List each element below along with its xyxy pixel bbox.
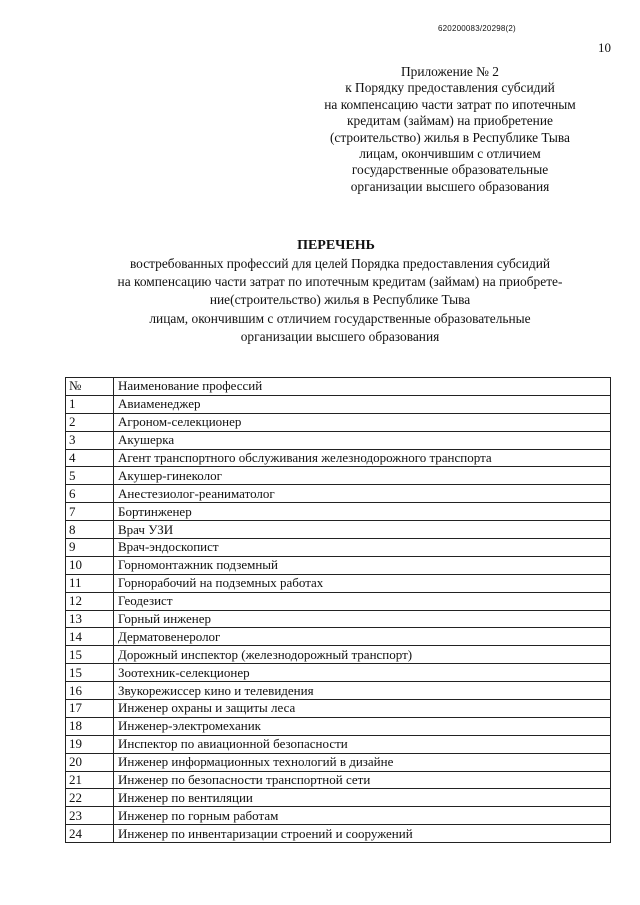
row-number: 2 — [66, 413, 114, 431]
table-row — [66, 449, 611, 467]
row-number: 18 — [66, 717, 114, 735]
header-number: № — [66, 378, 114, 396]
row-number: 22 — [66, 789, 114, 807]
row-number: 1 — [66, 395, 114, 413]
profession-name: Врач-эндоскопист — [114, 539, 611, 557]
table-row — [66, 431, 611, 449]
appendix-line: государственные образовательные — [351, 162, 549, 178]
table-row — [66, 753, 611, 771]
row-number: 12 — [66, 592, 114, 610]
professions-table — [65, 377, 611, 843]
appendix-line: (строительство) жилья в Республике Тыва — [329, 129, 571, 145]
row-number: 17 — [66, 700, 114, 718]
row-number: 23 — [66, 807, 114, 825]
appendix-line: организации высшего образования — [350, 178, 550, 194]
row-number: 5 — [66, 467, 114, 485]
row-number: 9 — [66, 539, 114, 557]
table-row — [66, 485, 611, 503]
list-subtitle — [40, 255, 640, 346]
table-row — [66, 807, 611, 825]
profession-name: Акушер-гинеколог — [114, 467, 611, 485]
row-number: 24 — [66, 825, 114, 843]
row-number: 16 — [66, 682, 114, 700]
profession-name: Дорожный инспектор (железнодорожный транспорт) — [114, 646, 611, 664]
table-row — [66, 771, 611, 789]
row-number: 15 — [66, 646, 114, 664]
table-row — [66, 556, 611, 574]
row-number: 19 — [66, 735, 114, 753]
profession-name: Инженер по инвентаризации строений и сооружений — [114, 825, 611, 843]
row-number: 4 — [66, 449, 114, 467]
header-profession: Наименование профессий — [114, 378, 611, 396]
table-row — [66, 628, 611, 646]
table-row — [66, 700, 611, 718]
table-row — [66, 503, 611, 521]
table-row — [66, 789, 611, 807]
profession-name: Авиаменеджер — [114, 395, 611, 413]
profession-name: Горный инженер — [114, 610, 611, 628]
appendix-line: Приложение № 2 — [400, 64, 500, 79]
row-number: 6 — [66, 485, 114, 503]
table-row — [66, 395, 611, 413]
table-row — [66, 539, 611, 557]
page-number: 10 — [598, 40, 611, 55]
table-row — [66, 413, 611, 431]
table-row — [66, 825, 611, 843]
profession-name: Геодезист — [114, 592, 611, 610]
profession-name: Инженер по вентиляции — [114, 789, 611, 807]
appendix-header — [290, 64, 610, 195]
table-body — [66, 395, 611, 842]
table-header-row — [66, 378, 611, 396]
table-row — [66, 521, 611, 539]
subtitle-line: ние(строительство) жилья в Республике Тыва — [209, 292, 471, 308]
row-number: 3 — [66, 431, 114, 449]
profession-name: Горномонтажник подземный — [114, 556, 611, 574]
table-row — [66, 574, 611, 592]
appendix-line: к Порядку предоставления субсидий — [345, 80, 555, 96]
row-number: 7 — [66, 503, 114, 521]
profession-name: Бортинженер — [114, 503, 611, 521]
table-row — [66, 682, 611, 700]
profession-name: Инженер-электромеханик — [114, 717, 611, 735]
appendix-line: кредитам (займам) на приобретение — [347, 113, 553, 129]
appendix-line: на компенсацию части затрат по ипотечным — [324, 96, 576, 112]
profession-name: Горнорабочий на подземных работах — [114, 574, 611, 592]
profession-name: Акушерка — [114, 431, 611, 449]
profession-name: Агент транспортного обслуживания железнодорожного транспорта — [114, 449, 611, 467]
profession-name: Анестезиолог-реаниматолог — [114, 485, 611, 503]
profession-name: Зоотехник-селекционер — [114, 664, 611, 682]
document-id: 620200083/20298(2) — [438, 24, 516, 33]
profession-name: Инженер информационных технологий в дизайне — [114, 753, 611, 771]
list-title: ПЕРЕЧЕНЬ — [297, 238, 375, 253]
table-row — [66, 467, 611, 485]
profession-name: Врач УЗИ — [114, 521, 611, 539]
subtitle-line: лицам, окончившим с отличием государственные образовательные — [149, 310, 531, 326]
profession-name: Дерматовенеролог — [114, 628, 611, 646]
row-number: 8 — [66, 521, 114, 539]
table-row — [66, 717, 611, 735]
row-number: 11 — [66, 574, 114, 592]
profession-name: Инженер по горным работам — [114, 807, 611, 825]
table-row — [66, 592, 611, 610]
profession-name: Инспектор по авиационной безопасности — [114, 735, 611, 753]
profession-name: Инженер охраны и защиты леса — [114, 700, 611, 718]
row-number: 14 — [66, 628, 114, 646]
profession-name: Агроном-селекционер — [114, 413, 611, 431]
table-row — [66, 664, 611, 682]
row-number: 15 — [66, 664, 114, 682]
appendix-line: лицам, окончившим с отличием — [359, 146, 541, 162]
table-row — [66, 610, 611, 628]
row-number: 10 — [66, 556, 114, 574]
table-row — [66, 735, 611, 753]
profession-name: Звукорежиссер кино и телевидения — [114, 682, 611, 700]
row-number: 20 — [66, 753, 114, 771]
subtitle-line: востребованных профессий для целей Порядка предоставления субсидий — [129, 256, 551, 271]
row-number: 21 — [66, 771, 114, 789]
subtitle-line: организации высшего образования — [240, 328, 440, 344]
row-number: 13 — [66, 610, 114, 628]
subtitle-line: на компенсацию части затрат по ипотечным кредитам (займам) на приобрете- — [117, 274, 563, 290]
profession-name: Инженер по безопасности транспортной сети — [114, 771, 611, 789]
table-row — [66, 646, 611, 664]
